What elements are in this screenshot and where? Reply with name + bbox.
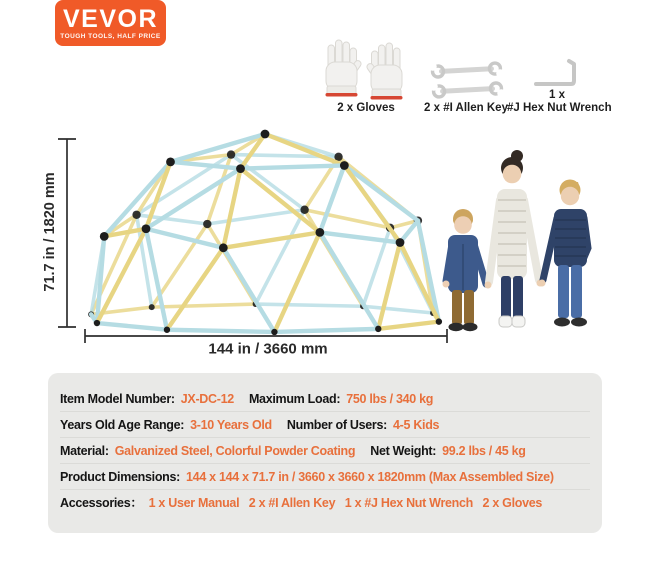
gloves-icon bbox=[318, 36, 414, 106]
spec-label: Number of Users: bbox=[286, 418, 387, 432]
gloves-label: 2 x Gloves bbox=[337, 102, 395, 114]
spec-value: 144 x 144 x 71.7 in / 3660 x 3660 x 1820mm (Max Assembled Size) bbox=[186, 470, 554, 484]
spec-row-accessories bbox=[60, 490, 590, 516]
spec-value: JX-DC-12 bbox=[180, 392, 234, 406]
climbing-dome bbox=[88, 130, 442, 336]
allen-key-label: 2 x #I Allen Key bbox=[424, 102, 508, 114]
spec-value: 4-5 Kids bbox=[392, 418, 440, 432]
spec-row-material-weight bbox=[60, 438, 590, 464]
spec-row-dimensions bbox=[60, 464, 590, 490]
spec-value: 99.2 lbs / 45 kg bbox=[442, 444, 526, 458]
kids-photo bbox=[443, 150, 589, 331]
spec-row-model-load bbox=[60, 386, 590, 412]
spec-label: Accessories： bbox=[60, 496, 143, 510]
spec-label: Item Model Number: bbox=[60, 392, 175, 406]
vevor-logo bbox=[55, 0, 166, 46]
spec-label: Product Dimensions: bbox=[60, 470, 181, 484]
height-dimension-label: 71.7 in / 1820 mm bbox=[42, 172, 58, 292]
spec-value: 3-10 Years Old bbox=[190, 418, 272, 432]
height-dimension-line bbox=[58, 139, 76, 327]
hex-wrench-label-qty: 1 x bbox=[549, 89, 565, 101]
spec-label: Years Old Age Range: bbox=[60, 418, 185, 432]
spec-value: 750 lbs / 340 kg bbox=[346, 392, 434, 406]
spec-row-age-users bbox=[60, 412, 590, 438]
hex-wrench-label: #J Hex Nut Wrench bbox=[507, 102, 612, 114]
hex-nut-wrench-icon bbox=[528, 52, 594, 94]
allen-key-icon bbox=[428, 58, 506, 102]
spec-panel bbox=[48, 373, 602, 533]
spec-label: Net Weight: bbox=[370, 444, 437, 458]
spec-value: Galvanized Steel, Colorful Powder Coating bbox=[114, 444, 356, 458]
brand-name: VEVOR bbox=[62, 4, 159, 33]
spec-label: Maximum Load: bbox=[248, 392, 341, 406]
spec-label: Material: bbox=[60, 444, 109, 458]
brand-tagline: TOUGH TOOLS, HALF PRICE bbox=[60, 32, 161, 40]
width-dimension-label: 144 in / 3660 mm bbox=[208, 340, 328, 358]
spec-value: 1 x User Manual 2 x #I Allen Key 1 x #J Hex Nut Wrench 2 x Gloves bbox=[148, 496, 543, 510]
